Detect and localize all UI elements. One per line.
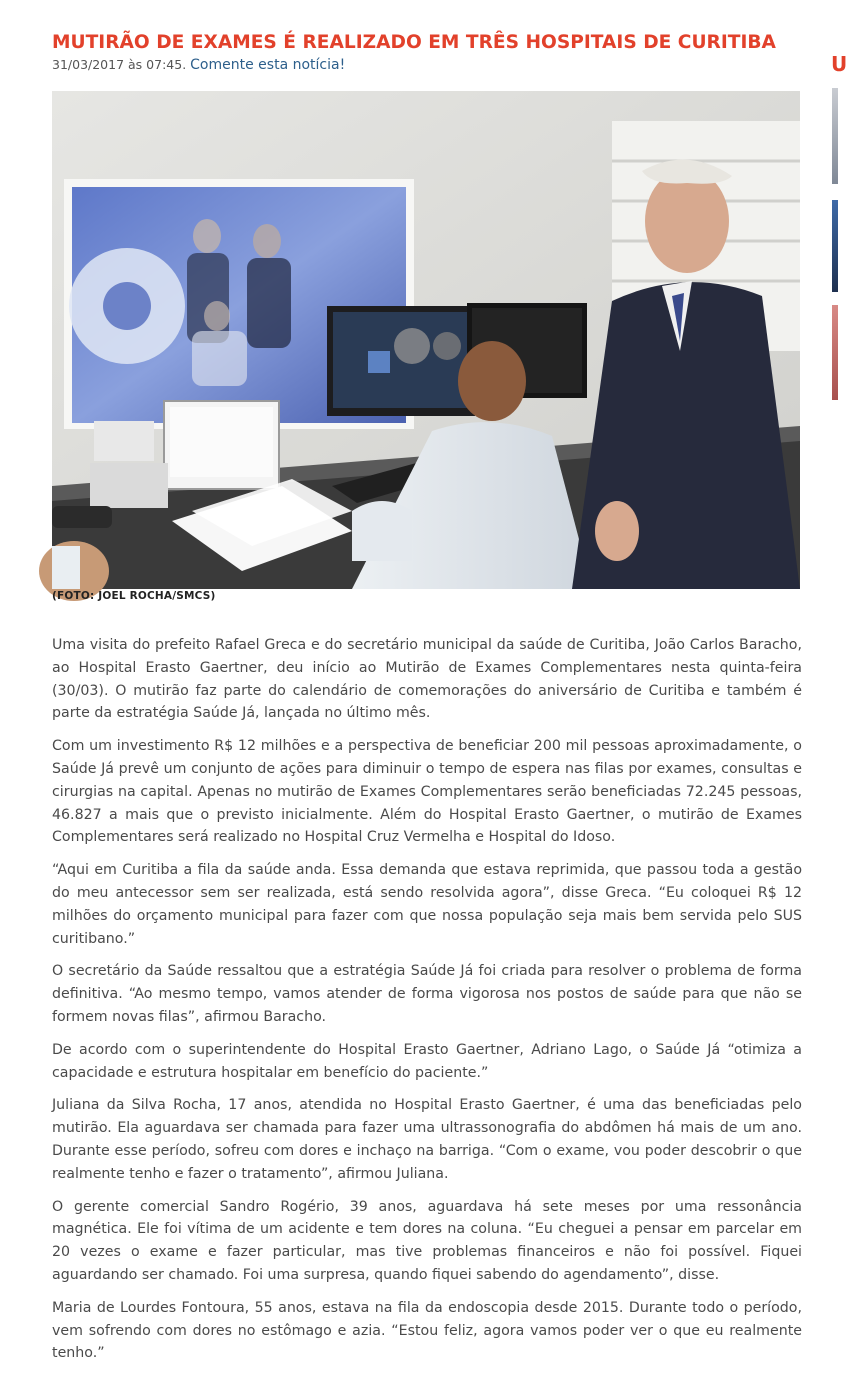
photo-caption: (FOTO: JOEL ROCHA/SMCS) [52,590,216,602]
sidebar-thumbnail[interactable] [832,88,838,184]
article-paragraph: Maria de Lourdes Fontoura, 55 anos, estava na fila da endoscopia desde 2015. Durante todo o período, vem sofrendo com dores no estômago e azia. “Estou feliz, agora vamos poder ver o que eu realmente tenho.” [52,1299,802,1362]
article-title: MUTIRÃO DE EXAMES É REALIZADO EM TRÊS HOSPITAIS DE CURITIBA [52,32,776,53]
article-paragraph: Uma visita do prefeito Rafael Greca e do secretário municipal da saúde de Curitiba, João Carlos Baracho, ao Hospital Erasto Gaertner, deu início ao Mutirão de Exames Complementares nesta quinta-feira (30/03). O mutirão faz parte do calendário de comemorações do aniversário de Curitiba e também é parte da estratégia Saúde Já, lançada no último mês. [52,637,802,722]
article-paragraph: O gerente comercial Sandro Rogério, 39 anos, aguardava há sete meses por uma ressonância magnética. Ele foi vítima de um acidente e tem dores na coluna. “Eu cheguei a pensar em parcelar em 20 vezes o exame e fazer particular, mas tive problemas financeiros e não foi possível. Fiquei aguardando ser chamado. Foi uma surpresa, quando fiquei sabendo do agendamento”, disse. [52,1198,802,1283]
article-paragraph: De acordo com o superintendente do Hospital Erasto Gaertner, Adriano Lago, o Saúde Já “otimiza a capacidade e estrutura hospitalar em benefício do paciente.” [52,1041,802,1081]
sidebar-thumbnail[interactable] [832,200,838,292]
article-paragraph: O secretário da Saúde ressaltou que a estratégia Saúde Já foi criada para resolver o problema de forma definitiva. “Ao mesmo tempo, vamos atender de forma vigorosa nos postos de saúde para que não se formem novas filas”, afirmou Baracho. [52,963,802,1025]
article-paragraph: Com um investimento R$ 12 milhões e a perspectiva de beneficiar 200 mil pessoas aproximadamente, o Saúde Já prevê um conjunto de ações para diminuir o tempo de espera nas filas por exames, consultas e cirurgias na capital. Apenas no mutirão de Exames Complementares serão beneficiadas 72.245 pessoas, 46.827 a mais que o previsto inicialmente. Além do Hospital Erasto Gaertner, o mutirão de Exames Complementares será realizado no Hospital Cruz Vermelha e Hospital do Idoso. [52,738,802,846]
article-photo [52,91,800,589]
article [52,30,802,1362]
comment-link[interactable]: Comente esta notícia! [190,57,346,73]
article-meta [52,57,802,73]
article-body [52,634,802,1375]
article-date: 31/03/2017 às 07:45. [52,57,187,72]
photo-illustration [52,91,800,589]
sidebar-thumbnail[interactable] [832,305,838,400]
sidebar-title-fragment: U [831,52,847,76]
article-paragraph: “Aqui em Curitiba a fila da saúde anda. Essa demanda que estava reprimida, que passou toda a gestão do meu antecessor sem ser realizada, está sendo resolvida agora”, disse Greca. “Eu coloquei R$ 12 milhões do orçamento municipal para fazer com que nossa população seja mais bem servida pelo SUS curitibano.” [52,862,802,947]
article-paragraph: Juliana da Silva Rocha, 17 anos, atendida no Hospital Erasto Gaertner, é uma das beneficiadas pelo mutirão. Ela aguardava ser chamada para fazer uma ultrassonografia do abdômen há mais de um ano. Durante esse período, sofreu com dores e inchaço na barriga. “Com o exame, vou poder descobrir o que realmente tenho e fazer o tratamento”, afirmou Juliana. [52,1097,802,1182]
